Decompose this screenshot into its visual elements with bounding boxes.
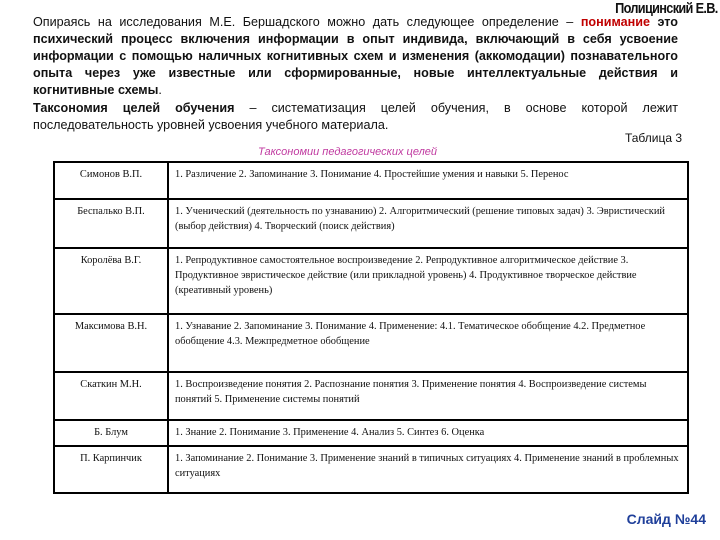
- slide-number: Слайд №44: [626, 511, 706, 527]
- term-taxonomy: Таксономия целей обучения: [33, 101, 235, 115]
- understanding-definition: Опираясь на исследования М.Е. Бершадского можно дать следующее определение – понимание это психический процесс включения информации в опыт индивида, включающий в себя усвоение информации с помощью наличных когнитивных схем и изменения (аккомодации) познавательного опыта через уже известные или сформированные, новые интеллектуальные действия и когнитивные схемы.: [33, 15, 679, 97]
- levels-cell: 1. Запоминание 2. Понимание 3. Применение знаний в типичных ситуациях 4. Применение знаний в проблемных ситуациях: [168, 446, 688, 493]
- levels-cell: 1. Воспроизведение понятия 2. Распознание понятия 3. Применение понятия 4. Воспроизведение системы понятий 5. Применение системы понятий: [168, 372, 688, 420]
- table-row: [54, 248, 688, 314]
- taxonomy-definition: Таксономия целей обучения – систематизация целей обучения, в основе которой лежит последовательность уровней усвоения учебного материала.: [33, 101, 678, 132]
- author-cell: Максимова В.Н.: [54, 314, 168, 372]
- levels-cell: 1. Знание 2. Понимание 3. Применение 4. Анализ 5. Синтез 6. Оценка: [168, 420, 688, 446]
- author-cell: П. Карпинчик: [54, 446, 168, 493]
- table-caption: Таксономии педагогических целей: [258, 146, 438, 158]
- levels-cell: 1. Узнавание 2. Запоминание 3. Понимание 4. Применение: 4.1. Тематическое обобщение 4.2. Предметное обобщение 4.3. Межпредметное обобщение: [168, 314, 688, 372]
- table-number: Таблица 3: [624, 131, 682, 145]
- levels-cell: 1. Ученический (деятельность по узнаванию) 2. Алгоритмический (решение типовых задач) 3. Эвристический (выбор действия) 4. Творческий (поиск действия): [168, 199, 688, 248]
- author-cell: Скаткин М.Н.: [54, 372, 168, 420]
- table-row: [54, 162, 688, 199]
- levels-cell: 1. Репродуктивное самостоятельное воспроизведение 2. Репродуктивное алгоритмическое действие 3. Продуктивное эвристическое действие (или прикладной уровень) 4. Продуктивное творческое действие (креативный уровень): [168, 248, 688, 314]
- author-cell: Б. Блум: [54, 420, 168, 446]
- term-understanding: понимание: [580, 15, 650, 29]
- taxonomy-table: [53, 161, 689, 494]
- table-row: [54, 420, 688, 446]
- table-row: [54, 314, 688, 372]
- table-row: [54, 199, 688, 248]
- table-row: [54, 446, 688, 493]
- levels-cell: 1. Различение 2. Запоминание 3. Понимание 4. Простейшие умения и навыки 5. Перенос: [168, 162, 688, 199]
- table-row: [54, 372, 688, 420]
- author-cell: Королёва В.Г.: [54, 248, 168, 314]
- author-cell: Беспалько В.П.: [54, 199, 168, 248]
- author-cell: Симонов В.П.: [54, 162, 168, 199]
- author-name: Полицинский Е.В.: [615, 0, 718, 17]
